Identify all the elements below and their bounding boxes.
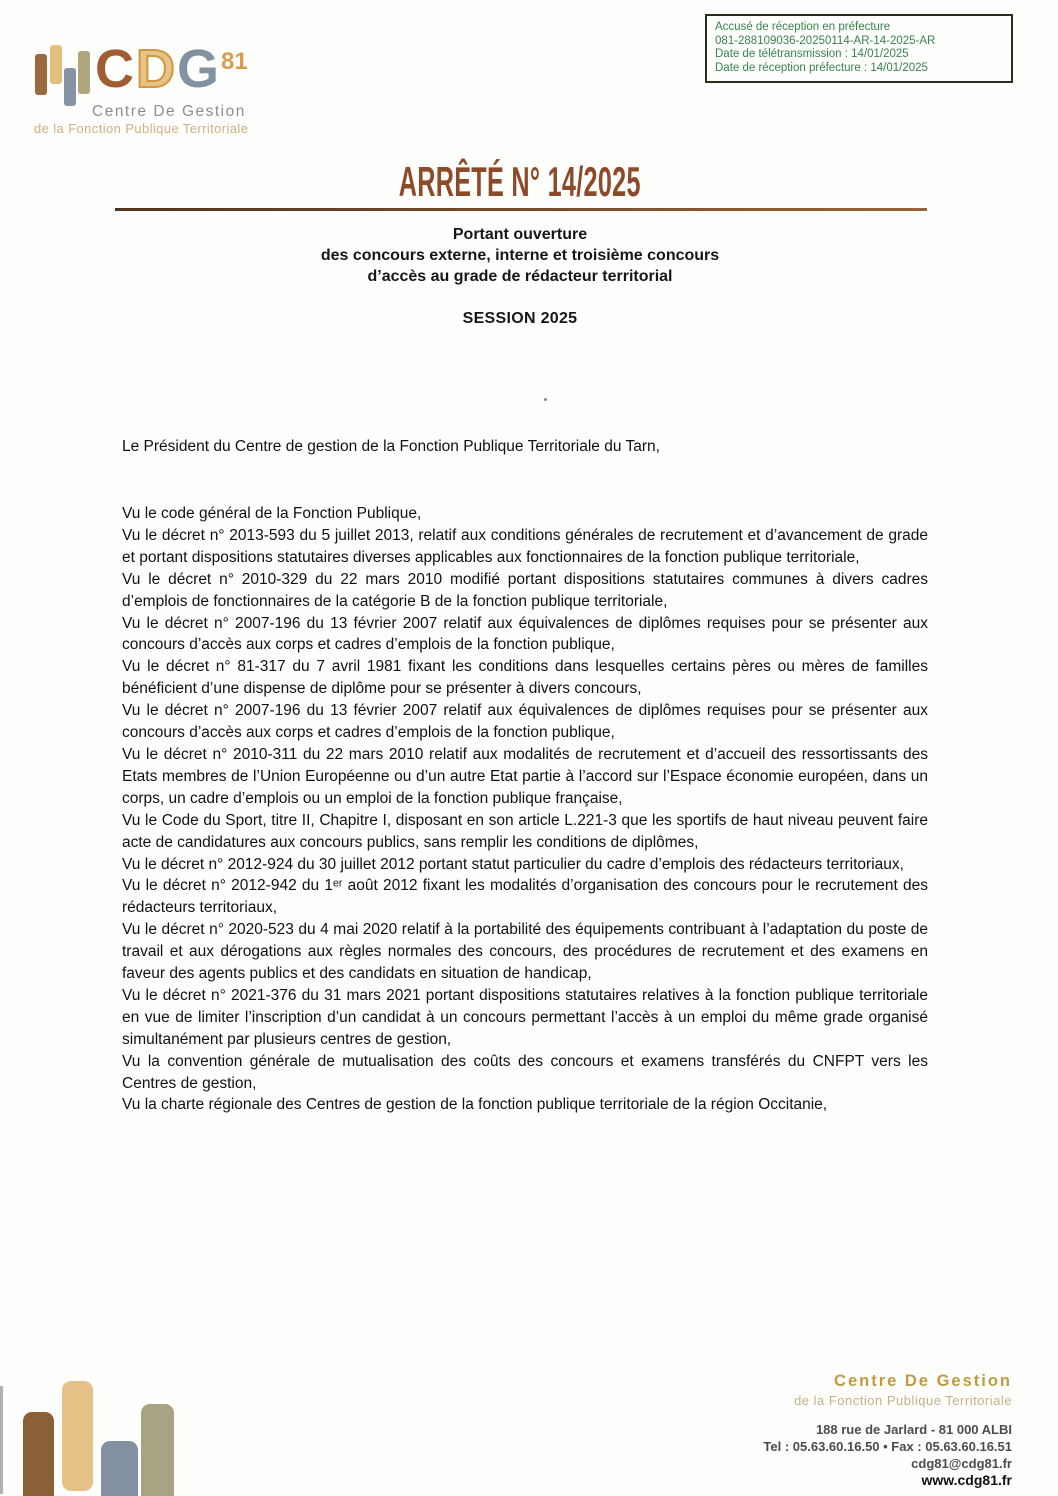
footer-bar-tan-icon xyxy=(62,1381,93,1491)
subtitle-line-2: des concours externe, interne et troisième concours xyxy=(320,247,720,264)
considerations-block xyxy=(122,503,928,1116)
logo-bar-tan-icon xyxy=(50,45,62,84)
logo-letter-d: D xyxy=(136,39,177,99)
vu-paragraph: Vu le décret n° 2010-329 du 22 mars 2010 modifié portant dispositions statutaires communes à divers cadres d’emplois de fonctionnaires de la catégorie B de la fonction publique territoriale, xyxy=(122,570,928,610)
footer-email: cdg81@cdg81.fr xyxy=(911,1456,1012,1471)
prefecture-stamp xyxy=(705,14,1013,83)
footer-org-subtitle: de la Fonction Publique Territoriale xyxy=(794,1393,1012,1408)
vu-paragraph: Vu le décret n° 81-317 du 7 avril 1981 fixant les conditions dans lesquelles certains pères ou mères de familles bénéficient d’une dispense de diplôme pour se présenter à divers concours, xyxy=(122,658,928,698)
vu-paragraph: Vu le décret n° 2021-376 du 31 mars 2021 portant dispositions statutaires relatives à la fonction publique territoriale en vue de limiter l’inscription d’un candidat à un concours permettant l’accès à un emploi du même grade organisé simultanément par plusieurs centres de gestion, xyxy=(122,986,928,1048)
logo-bar-khaki-icon xyxy=(78,51,90,94)
title-wrap xyxy=(0,158,1040,206)
logo-letter-c: C xyxy=(95,39,136,99)
vu-paragraph: Vu le décret n° 2013-593 du 5 juillet 2013, relatif aux conditions générales de recrutement et d’avancement de grade et portant dispositions statutaires diverses applicables aux fonctionnaires de la fonction publique territoriale, xyxy=(122,526,928,566)
stamp-line-4: Date de réception préfecture : 14/01/2025 xyxy=(715,61,928,74)
president-intro: Le Président du Centre de gestion de la Fonction Publique Territoriale du Tarn, xyxy=(122,438,660,455)
vu-paragraph: Vu le décret n° 2020-523 du 4 mai 2020 relatif à la portabilité des équipements contribuant à l’adaptation du poste de travail et aux dérogations aux règles normales des concours, des procédures de recrutement et des examens en faveur des agents publics et des candidats en situation de handicap, xyxy=(122,921,928,983)
logo-acronym xyxy=(95,34,248,97)
vu-paragraph: Vu le décret n° 2012-942 du 1ᵉʳ août 2012 fixant les modalités d’organisation des concours pour le recrutement des rédacteurs territoriaux, xyxy=(122,877,928,917)
subtitle-block xyxy=(0,224,1040,287)
vu-paragraph: Vu la convention générale de mutualisation des coûts des concours et examens transférés du CNFPT vers les Centres de gestion, xyxy=(122,1052,928,1092)
logo-letter-g: G xyxy=(177,39,222,99)
logo-bar-brown-icon xyxy=(35,54,47,95)
vu-paragraph: Vu le décret n° 2012-924 du 30 juillet 2012 portant statut particulier du cadre d’emplois des rédacteurs territoriaux, xyxy=(122,855,904,873)
scan-edge-artifact xyxy=(0,1386,3,1494)
page-title: ARRÊTÉ N° 14/2025 xyxy=(398,158,642,205)
vu-paragraph: Vu le décret n° 2010-311 du 22 mars 2010 relatif aux modalités de recrutement et d’accueil des ressortissants des Etats membres de l’Union Européenne ou d’un autre Etat partie à l’accord sur l’Espace économie européen, dans un corps, un cadre d’emplois ou un emploi de la fonction publique française, xyxy=(122,745,928,807)
footer-address: 188 rue de Jarlard - 81 000 ALBI xyxy=(815,1422,1012,1437)
logo-bar-bluegray-icon xyxy=(64,68,76,106)
footer-website: www.cdg81.fr xyxy=(921,1472,1012,1488)
vu-paragraph: Vu le décret n° 2007-196 du 13 février 2007 relatif aux équivalences de diplômes requises pour se présenter aux concours d’accès aux corps et cadres d’emplois de la fonction publique, xyxy=(122,614,928,654)
logo-org-subtitle: de la Fonction Publique Territoriale xyxy=(34,121,249,136)
vu-paragraph: Vu le code général de la Fonction Publique, xyxy=(122,505,422,522)
vu-paragraph: Vu la charte régionale des Centres de gestion de la fonction publique territoriale de la région Occitanie, xyxy=(122,1096,828,1114)
footer-contact-block xyxy=(763,1372,1012,1489)
vu-paragraph: Vu le décret n° 2007-196 du 13 février 2007 relatif aux équivalences de diplômes requises pour se présenter aux concours d’accès aux corps et cadres d’emplois de la fonction publique, xyxy=(122,702,928,742)
subtitle-line-1: Portant ouverture xyxy=(452,226,588,243)
footer-phone-fax: Tel : 05.63.60.16.50 • Fax : 05.63.60.16.51 xyxy=(763,1439,1012,1454)
subtitle-line-3: d’accès au grade de rédacteur territorial xyxy=(367,268,673,285)
vu-paragraph: Vu le Code du Sport, titre II, Chapitre I, disposant en son article L.221-3 que les sportifs de haut niveau peuvent faire acte de candidatures aux concours publics, sans remplir les conditions de diplômes, xyxy=(122,811,928,851)
footer-org-name: Centre De Gestion xyxy=(834,1372,1012,1390)
scan-dot-artifact xyxy=(544,398,547,401)
session-label: SESSION 2025 xyxy=(462,310,578,327)
footer-bar-khaki-icon xyxy=(141,1404,174,1496)
footer-bar-bluegray-icon xyxy=(101,1441,138,1496)
title-divider xyxy=(115,208,927,211)
stamp-line-2: 081-288109036-20250114-AR-14-2025-AR xyxy=(715,34,936,47)
logo-org-name: Centre De Gestion xyxy=(92,103,246,120)
stamp-line-3: Date de télétransmission : 14/01/2025 xyxy=(715,48,909,60)
footer-bar-brown-icon xyxy=(23,1412,54,1496)
stamp-line-1: Accusé de réception en préfecture xyxy=(715,21,891,33)
logo-dept-number: 81 xyxy=(221,48,248,75)
